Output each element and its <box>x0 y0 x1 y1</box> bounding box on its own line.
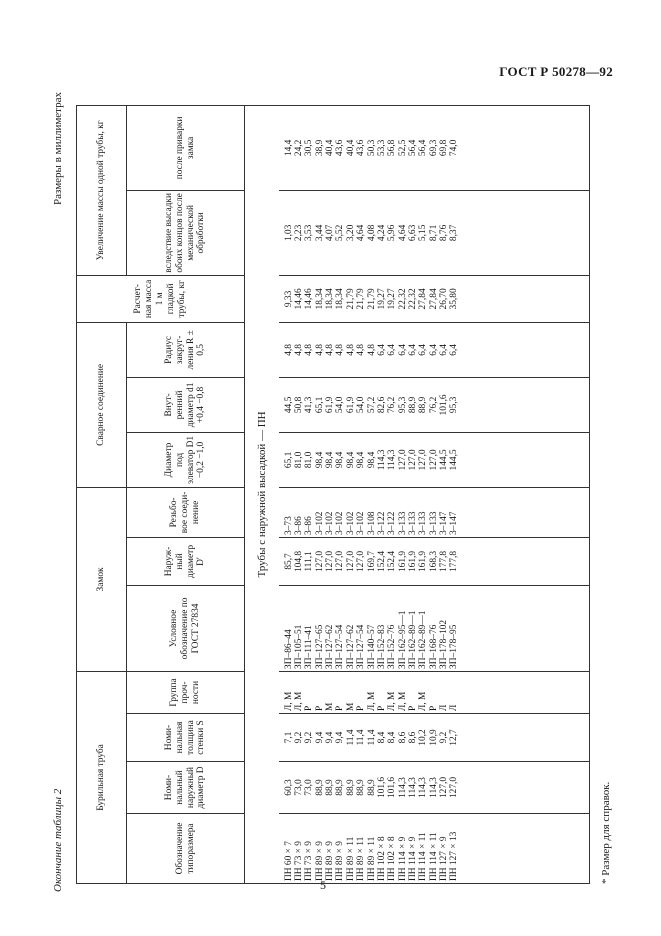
table-cell: 6,4 <box>428 344 439 356</box>
table-cell: 3–102 <box>325 511 336 535</box>
table-cell: 43,6 <box>335 139 346 157</box>
table-cell: 69,3 <box>428 139 439 157</box>
table-cell: ЗП–86–44 <box>283 629 294 669</box>
table-cell: 4,8 <box>366 344 377 356</box>
table-cell: 3–86 <box>294 516 305 535</box>
cells-rounding-radius <box>279 322 590 377</box>
table-cell: 73,0 <box>304 779 315 796</box>
table-cell: 73,0 <box>294 779 305 796</box>
table-cell: 88,9 <box>335 779 346 796</box>
col-elevator-diameter: Диаметр под элеватор D1 −0,2 −1,0 <box>127 432 245 487</box>
table-cell: 9,2 <box>294 731 305 744</box>
table-cell: 57,2 <box>366 396 377 414</box>
table-cell: 40,4 <box>345 139 356 157</box>
table-cell: 98,4 <box>366 451 377 469</box>
table-cell: 6,4 <box>397 344 408 356</box>
col-thread: Резьбо- вое соеди- нение <box>127 487 245 537</box>
table-cell: 50,3 <box>366 139 377 157</box>
table-cell: 3–133 <box>407 511 418 535</box>
table-cell: 19,27 <box>387 288 398 310</box>
table-body <box>279 105 590 883</box>
table-cell: 101,6 <box>376 776 387 799</box>
group-drill-pipe: Бурильная труба <box>77 671 127 883</box>
table-cell: 4,24 <box>376 224 387 242</box>
table-cell: 8,71 <box>428 224 439 242</box>
table-cell: 6,4 <box>438 344 449 356</box>
table-cell: 88,9 <box>325 779 336 796</box>
table-cell: 24,2 <box>294 139 305 157</box>
cells-designation <box>279 814 590 884</box>
col-calc-mass: Расчет- ная масса 1 м гладкой трубы, кг <box>77 275 245 322</box>
table-cell: 4,8 <box>294 344 305 356</box>
table-cell: 18,34 <box>335 288 346 310</box>
table-cell: 3–102 <box>335 511 346 535</box>
table-cell: Р <box>376 705 387 711</box>
table-cell: ЗП–105–51 <box>294 624 305 669</box>
table-cell: 81,0 <box>304 451 315 469</box>
table-cell: 88,9 <box>356 779 367 796</box>
footnote: * Размер для справок. <box>600 781 612 884</box>
table-cell: ЗП–152–83 <box>376 624 387 669</box>
table-cell: 127,0 <box>449 776 460 799</box>
table-cell: 44,5 <box>283 396 294 414</box>
table-cell: Л, М <box>397 691 408 711</box>
cells-outer-diameter <box>279 762 590 814</box>
table-cell: 161,9 <box>397 550 408 572</box>
table-cell: 127,0 <box>314 550 325 572</box>
table-cell: Р <box>314 705 325 711</box>
table-cell: 21,79 <box>356 288 367 310</box>
table-cell: 26,70 <box>438 288 449 310</box>
table-cell: 30,5 <box>304 139 315 157</box>
table-cell: Р <box>428 705 439 711</box>
table-cell: 3–122 <box>376 511 387 535</box>
table-cell: 22,32 <box>407 288 418 310</box>
table-cell: ПН 89 × 9 <box>314 841 325 881</box>
table-cell: 144,5 <box>449 449 460 471</box>
table-cell: 56,8 <box>387 139 398 157</box>
table-cell: 3–133 <box>397 511 408 535</box>
table-cell: ПН 127 × 13 <box>449 831 460 881</box>
table-cell: 85,7 <box>283 553 294 570</box>
table-cell: 101,6 <box>387 776 398 799</box>
table-cell: 81,0 <box>294 451 305 469</box>
table-cell: 3,44 <box>314 224 325 242</box>
cells-wall-thickness <box>279 714 590 762</box>
table-cell: 9,4 <box>335 731 346 744</box>
table-cell: 4,08 <box>366 224 377 242</box>
table-cell: Р <box>335 705 346 711</box>
table-cell: 4,8 <box>304 344 315 356</box>
table-cell: 54,0 <box>335 396 346 414</box>
table-cell: 4,07 <box>325 224 336 242</box>
table-cell: 27,84 <box>418 288 429 310</box>
group-lock: Замок <box>77 487 127 671</box>
table-cell: 111,1 <box>304 551 315 572</box>
table-cell: ПН 114 × 9 <box>397 836 408 881</box>
table-cell: 22,32 <box>397 288 408 310</box>
table-cell: ЗП–127–54 <box>356 624 367 669</box>
col-gost-designation: Условное обозначение по ГОСТ 27834 <box>127 585 245 671</box>
table-cell: 3–102 <box>345 511 356 535</box>
table-cell: 14,46 <box>304 288 315 310</box>
table-cell: 3–133 <box>418 511 429 535</box>
table-cell: ЗП–178–95 <box>449 624 460 669</box>
table-cell: 6,4 <box>418 344 429 356</box>
table-cell: 152,4 <box>376 550 387 572</box>
table-cell: 114,3 <box>376 449 387 471</box>
table-cell: 38,9 <box>314 139 325 157</box>
col-outer-diameter: Номи- нальный наружный диаметр D <box>127 762 245 814</box>
table-cell: ЗП–178–102 <box>438 619 449 669</box>
table-cell: 95,3 <box>449 396 460 414</box>
table-cell: 19,27 <box>376 288 387 310</box>
table-cell: Л, М <box>294 691 305 711</box>
table-cell: 6,4 <box>387 344 398 356</box>
table-cell: 9,33 <box>283 290 294 308</box>
table-cell: 61,9 <box>325 396 336 414</box>
col-designation: Обозначение типоразмера <box>127 814 245 884</box>
rotated-table-page <box>52 92 612 892</box>
table-cell: М <box>325 702 336 711</box>
table-cell: 127,0 <box>325 550 336 572</box>
table-cell: 52,5 <box>397 139 408 157</box>
cells-thread <box>279 487 590 537</box>
table-cell: 11,4 <box>356 729 367 746</box>
table-cell: 3,20 <box>345 224 356 242</box>
table-cell: 43,6 <box>356 139 367 157</box>
table-cell: ПН 89 × 11 <box>345 836 356 881</box>
table-cell: 4,64 <box>356 224 367 242</box>
section-title: Трубы с наружной высадкой — ПН <box>245 105 279 883</box>
col-lock-outer-diameter: Наруж- ный диаметр D′ <box>127 537 245 585</box>
col-inner-diameter: Внут- ренний диаметр d1 +0,4 −0,8 <box>127 377 245 432</box>
pipe-table <box>76 105 590 884</box>
table-cell: 127,0 <box>345 550 356 572</box>
table-cell: 161,9 <box>407 550 418 572</box>
table-cell: 114,3 <box>407 777 418 798</box>
table-cell: 11,4 <box>366 729 377 746</box>
table-cell: ЗП–140–57 <box>366 624 377 669</box>
cells-lock-outer-diameter <box>279 537 590 585</box>
table-cell: 88,9 <box>314 779 325 796</box>
table-cell: 8,4 <box>387 731 398 744</box>
table-cell: 98,4 <box>314 451 325 469</box>
table-cell: Л <box>438 704 449 711</box>
table-cell: ЗП–168–76 <box>428 624 439 669</box>
table-cell: 27,84 <box>428 288 439 310</box>
table-cell: 4,8 <box>314 344 325 356</box>
table-cell: 3–147 <box>438 511 449 535</box>
table-cell: ЗП–162–89—1 <box>407 610 418 669</box>
table-cell: 127,0 <box>407 449 418 471</box>
table-cell: 54,0 <box>356 396 367 414</box>
table-cell: 65,1 <box>283 451 294 469</box>
col-strength-group: Группа проч- ности <box>127 671 245 713</box>
col-mass-weld: после приварки замка <box>127 105 245 190</box>
table-cell: 6,4 <box>376 344 387 356</box>
table-cell: 88,9 <box>366 779 377 796</box>
table-cell: 65,1 <box>314 396 325 414</box>
table-cell: 53,3 <box>376 139 387 157</box>
group-mass-increase: Увеличение массы одной трубы, кг <box>77 105 127 275</box>
table-cell: 5,15 <box>418 224 429 242</box>
table-cell: 6,63 <box>407 224 418 242</box>
table-cell: 6,4 <box>449 344 460 356</box>
table-cell: 98,4 <box>356 451 367 469</box>
table-cell: ЗП–162–89—1 <box>418 610 429 669</box>
table-cell: 76,2 <box>428 396 439 414</box>
table-cell: ПН 114 × 11 <box>428 832 439 881</box>
table-cell: 4,8 <box>335 344 346 356</box>
table-cell: 144,5 <box>438 449 449 471</box>
table-cell: 4,8 <box>283 344 294 356</box>
table-cell: 8,6 <box>407 731 418 744</box>
table-cell: 8,4 <box>376 731 387 744</box>
table-cell: 14,46 <box>294 288 305 310</box>
table-cell: 40,4 <box>325 139 336 157</box>
units-note: Размеры в миллиметрах <box>52 92 64 205</box>
table-cell: Р <box>407 705 418 711</box>
cells-mass-upset <box>279 190 590 275</box>
table-cell: 21,79 <box>345 288 356 310</box>
table-cell: ПН 114 × 11 <box>418 832 429 881</box>
cells-inner-diameter <box>279 377 590 432</box>
cells-strength-group <box>279 671 590 713</box>
group-weld: Сварное соединение <box>77 322 127 487</box>
table-cell: 4,8 <box>345 344 356 356</box>
table-cell: Р <box>304 705 315 711</box>
table-cell: 98,4 <box>345 451 356 469</box>
table-cell: 41,3 <box>304 396 315 414</box>
table-cell: ПН 89 × 9 <box>335 841 346 881</box>
table-cell: 1,03 <box>283 224 294 242</box>
table-cell: 88,9 <box>345 779 356 796</box>
table-cell: 3–147 <box>449 511 460 535</box>
table-cell: 76,2 <box>387 396 398 414</box>
table-cell: 88,9 <box>407 396 418 414</box>
table-cell: 12,7 <box>449 729 460 746</box>
table-cell: ЗП–152–76 <box>387 624 398 669</box>
table-cell: 98,4 <box>325 451 336 469</box>
table-cell: 60,3 <box>283 779 294 796</box>
table-cell: 152,4 <box>387 550 398 572</box>
table-cell: ПН 127 × 9 <box>438 836 449 881</box>
table-cell: 7,1 <box>283 731 294 744</box>
table-cell: 4,8 <box>325 344 336 356</box>
table-cell: 3–102 <box>356 511 367 535</box>
gost-code: ГОСТ Р 50278—92 <box>499 64 613 79</box>
table-cell: Л, М <box>366 691 377 711</box>
table-cell: 69,8 <box>438 139 449 157</box>
table-cell: 169,7 <box>366 550 377 572</box>
table-cell: 9,4 <box>314 731 325 744</box>
table-cell: ЗП–111–41 <box>304 625 315 669</box>
table-cell: 10,2 <box>418 729 429 746</box>
table-cell: 4,8 <box>356 344 367 356</box>
table-cell: Р <box>356 705 367 711</box>
table-cell: 21,79 <box>366 288 377 310</box>
table-cell: 95,3 <box>397 396 408 414</box>
col-mass-upset: вследствие высадки обоих концов после механической обработки <box>127 190 245 275</box>
table-cell: 3,53 <box>304 224 315 242</box>
table-cell: 10,9 <box>428 729 439 746</box>
table-cell: М <box>345 702 356 711</box>
table-cell: 3–122 <box>387 511 398 535</box>
cells-elevator-diameter <box>279 432 590 487</box>
table-cell: ЗП–127–62 <box>345 624 356 669</box>
table-cell: 88,9 <box>418 396 429 414</box>
table-cell: ПН 114 × 9 <box>407 836 418 881</box>
table-cell: ПН 89 × 9 <box>325 841 336 881</box>
table-cell: 98,4 <box>335 451 346 469</box>
cells-gost-designation <box>279 585 590 671</box>
table-cell: 114,3 <box>397 777 408 798</box>
table-cell: 6,4 <box>407 344 418 356</box>
table-cell: 56,4 <box>418 139 429 157</box>
table-cell: 56,4 <box>407 139 418 157</box>
table-cell: 14,4 <box>283 139 294 157</box>
table-cell: 5,96 <box>387 224 398 242</box>
table-cell: ПН 102 × 8 <box>376 836 387 881</box>
table-cell: ЗП–127–54 <box>335 624 346 669</box>
table-cell: ЗП–127–62 <box>325 624 336 669</box>
table-cell: ПН 73 × 9 <box>294 841 305 881</box>
table-cell: Л <box>449 704 460 711</box>
table-cell: Л, М <box>387 691 398 711</box>
table-cell: 177,8 <box>438 550 449 572</box>
table-cell: 8,37 <box>449 224 460 242</box>
table-cell: 127,0 <box>428 449 439 471</box>
table-cell: 18,34 <box>314 288 325 310</box>
table-cell: 8,76 <box>438 224 449 242</box>
table-cell: 177,8 <box>449 550 460 572</box>
table-cell: 168,3 <box>428 550 439 572</box>
table-cell: 127,0 <box>356 550 367 572</box>
table-cell: 3–133 <box>428 511 439 535</box>
table-cell: 82,6 <box>376 396 387 414</box>
table-cell: ПН 60 × 7 <box>283 841 294 881</box>
table-cell: 35,80 <box>449 288 460 310</box>
cells-calc-mass <box>279 275 590 322</box>
table-cell: 11,4 <box>345 729 356 746</box>
table-cell: ПН 89 × 11 <box>356 836 367 881</box>
col-rounding-radius: Радиус закруг- ления R ± 0,5 <box>127 322 245 377</box>
table-cell: 4,64 <box>397 224 408 242</box>
table-cell: 8,6 <box>397 731 408 744</box>
table-cell: 3–86 <box>304 516 315 535</box>
table-cell: ПН 102 × 8 <box>387 836 398 881</box>
table-cell: 61,9 <box>345 396 356 414</box>
table-cell: 127,0 <box>438 776 449 799</box>
table-cell: Л, М <box>418 691 429 711</box>
table-cell: 127,0 <box>418 449 429 471</box>
table-cell: ПН 89 × 11 <box>366 836 377 881</box>
table-cell: ЗП–162–95—1 <box>397 610 408 669</box>
table-cell: 3–108 <box>366 511 377 535</box>
table-cell: 74,0 <box>449 139 460 157</box>
table-cell: Л, М <box>283 691 294 711</box>
table-cell: 114,3 <box>428 777 439 798</box>
table-cell: 127,0 <box>335 550 346 572</box>
page-number: 5 <box>320 878 326 892</box>
table-cell: ПН 73 × 9 <box>304 841 315 881</box>
table-cell: 5,52 <box>335 224 346 242</box>
table-cell: 101,6 <box>438 394 449 416</box>
table-cell: 3–102 <box>314 511 325 535</box>
cells-mass-weld <box>279 105 590 190</box>
table-cell: 161,9 <box>418 550 429 572</box>
table-cell: 114,3 <box>418 777 429 798</box>
col-wall-thickness: Номи- нальная толщина стенки S <box>127 714 245 762</box>
table-cell: 127,0 <box>397 449 408 471</box>
table-cell: 114,3 <box>387 449 398 471</box>
table-cell: 9,2 <box>304 731 315 744</box>
table-cell: 18,34 <box>325 288 336 310</box>
table-cell: 3–73 <box>283 516 294 535</box>
table-cell: 104,8 <box>294 550 305 572</box>
table-caption: Окончание таблицы 2 <box>52 788 64 892</box>
table-cell: 9,4 <box>325 731 336 744</box>
table-cell: 2,23 <box>294 224 305 242</box>
table-cell: 50,8 <box>294 396 305 414</box>
table-cell: ЗП–127–65 <box>314 624 325 669</box>
table-cell: 9,2 <box>438 731 449 744</box>
